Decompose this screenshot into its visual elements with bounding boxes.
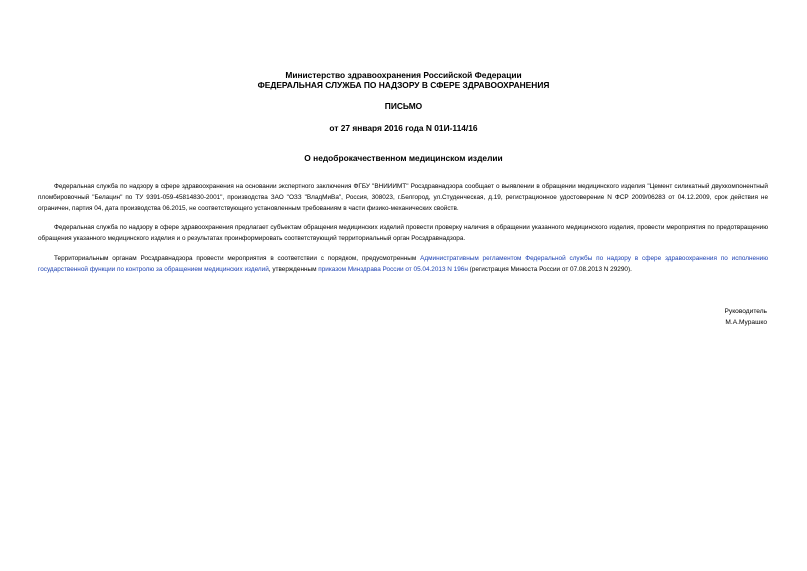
paragraph-2-text: Федеральная служба по надзору в сфере здравоохранения предлагает субъектам обращения медицинских изделий провести проверку наличия в обращении указанного медицинского изделия, провести мероприятия по предотвращению обращения указанного медицинского изделия и о результатах проинформировать соответствующий территориальный орган Росздравнадзора. (38, 224, 768, 243)
document-date-number: от 27 января 2016 года N 01И-114/16 (329, 123, 478, 133)
paragraph-3 (38, 253, 768, 275)
signature-name: М.А.Мурашко (725, 319, 767, 326)
minzdrav-order-link[interactable]: приказом Минздрава России от 05.04.2013 N 196н (318, 266, 468, 274)
document-type: ПИСЬМО (384, 101, 423, 111)
signature-title: Руководитель (724, 308, 767, 315)
paragraph-3-text-middle: , утвержденным (268, 266, 319, 274)
paragraph-2 (38, 222, 768, 244)
paragraph-1-text: Федеральная служба по надзору в сфере здравоохранения на основании экспертного заключения ФГБУ "ВНИИИМТ" Росздравнадзора сообщает о выявлении в обращении медицинского изделия "Цемент силикатный двухкомпонентный пломбировочный "Белацин" по ТУ 9391-059-45814830-2001", производства ЗАО "ОЗЗ "ВладМиВа", Россия, 308023, г.Белгород, ул.Студенческая, д.19, регистрационное удостоверение N ФСР 2009/06283 от 04.12.2009, срок действия не ограничен, партия 04, дата производства 06.2015, не соответствующего установленным требованиям в части физико-механических свойств. (38, 183, 768, 213)
agency-name: ФЕДЕРАЛЬНАЯ СЛУЖБА ПО НАДЗОРУ В СФЕРЕ ЗДРАВООХРАНЕНИЯ (257, 80, 550, 90)
paragraph-3-text-end: (регистрация Минюста России от 07.08.2013 N 29290). (467, 266, 632, 274)
ministry-name: Министерство здравоохранения Российской Федерации (285, 70, 522, 80)
admin-regulation-link[interactable]: Административным регламентом Федеральной службы по надзору в сфере здравоохранения по исполнению государственной функции по контролю за обращением медицинских изделий (38, 255, 768, 274)
paragraph-3-text-start: Территориальным органам Росздравнадзора провести мероприятия в соответствии с порядком, предусмотренным (54, 255, 421, 262)
document-subject: О недоброкачественном медицинском изделии (304, 153, 503, 163)
paragraph-1 (38, 181, 768, 215)
